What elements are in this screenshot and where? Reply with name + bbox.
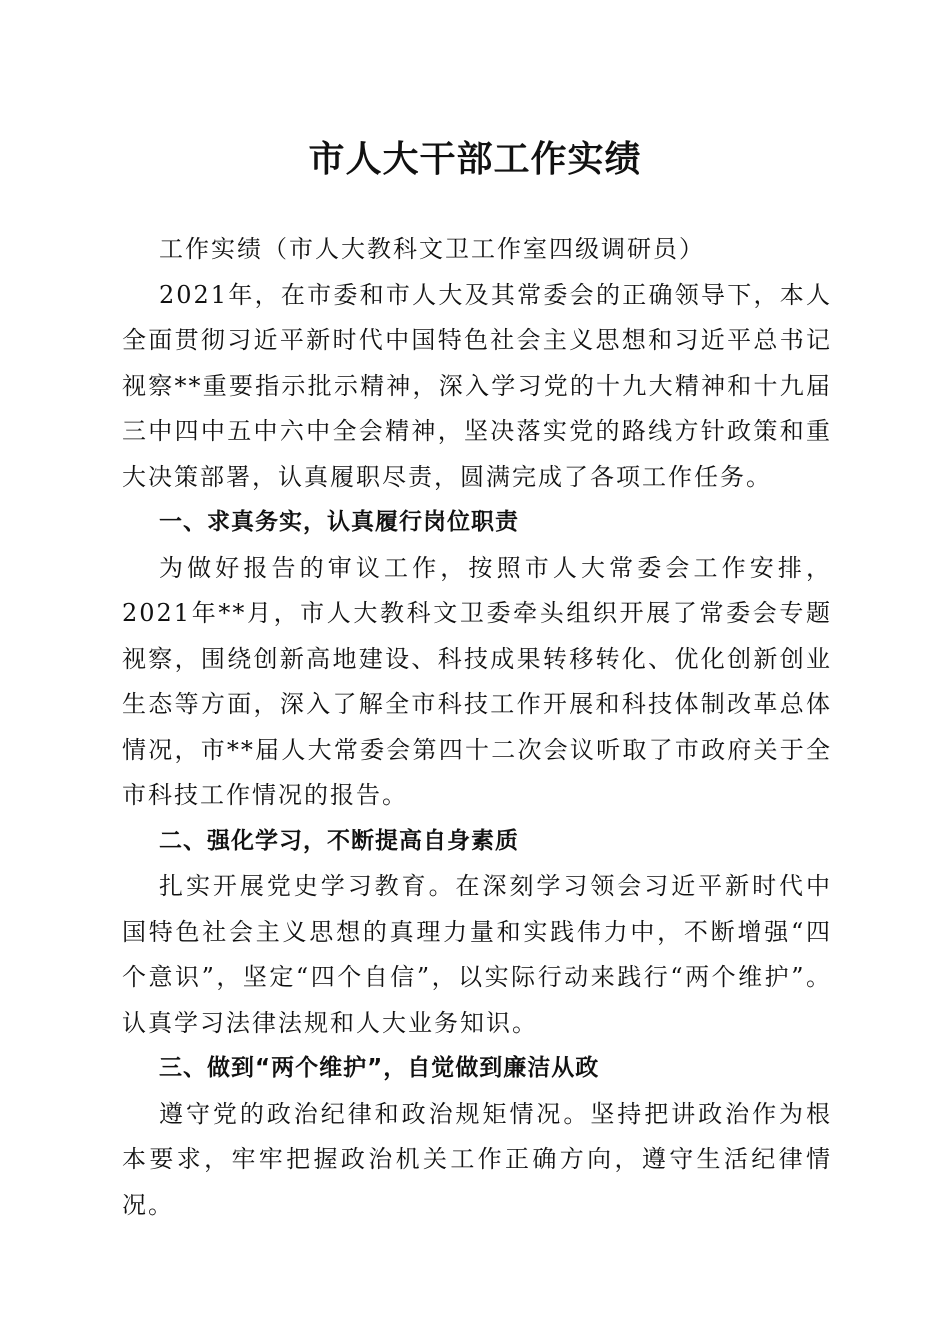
document-body <box>122 227 832 1228</box>
section-heading-3: 三、做到“两个维护”，自觉做到廉洁从政 <box>159 1055 600 1081</box>
section-body-3: 遵守党的政治纪律和政治规矩情况。坚持把讲政治作为根本要求，牢牢把握政治机关工作正确方向，遵守生活纪律情况。 <box>122 1099 832 1219</box>
section-body-1: 为做好报告的审议工作，按照市人大常委会工作安排，2021年**月，市人大教科文卫委牵头组织开展了常委会专题视察，围绕创新高地建设、科技成果转移转化、优化创新创业生态等方面，深入了解全市科技工作开展和科技体制改革总体情况，市**届人大常委会第四十二次会议听取了市政府关于全市科技工作情况的报告。 <box>122 553 832 809</box>
section-heading-1: 一、求真务实，认真履行岗位职责 <box>159 509 519 535</box>
intro-paragraph: 2021年，在市委和市人大及其常委会的正确领导下，本人全面贯彻习近平新时代中国特色社会主义思想和习近平总书记视察**重要指示批示精神，深入学习党的十九大精神和十九届三中四中五中六中全会精神，坚决落实党的路线方针政策和重大决策部署，认真履职尽责，圆满完成了各项工作任务。 <box>122 280 832 491</box>
section-body-2: 扎实开展党史学习教育。在深刻学习领会习近平新时代中国特色社会主义思想的真理力量和实践伟力中，不断增强“四个意识”，坚定“四个自信”，以实际行动来践行“两个维护”。认真学习法律法规和人大业务知识。 <box>122 872 832 1037</box>
document-title: 市人大干部工作实绩 <box>308 138 642 180</box>
subtitle-paragraph: 工作实绩（市人大教科文卫工作室四级调研员） <box>159 235 705 263</box>
section-heading-2: 二、强化学习，不断提高自身素质 <box>159 827 519 854</box>
